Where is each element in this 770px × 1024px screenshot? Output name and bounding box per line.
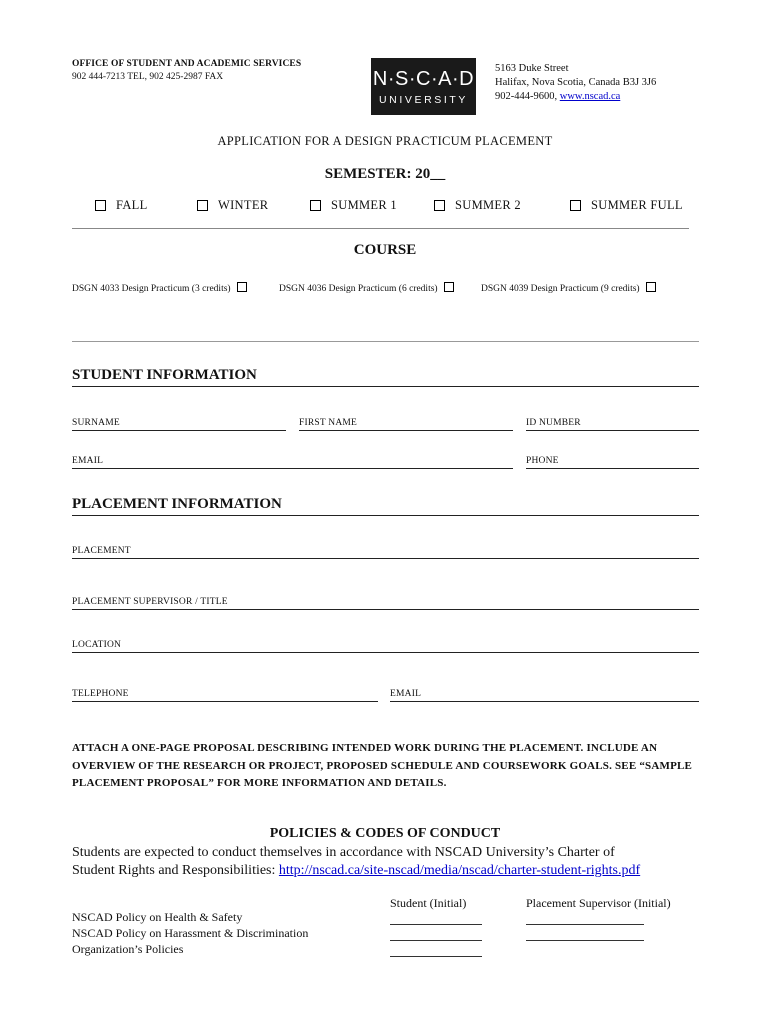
course-option-4033[interactable] bbox=[72, 282, 247, 294]
first-name-label: FIRST NAME bbox=[299, 418, 358, 428]
supervisor-initial-field[interactable] bbox=[526, 924, 644, 925]
placement-field[interactable] bbox=[72, 558, 699, 559]
policies-intro-line1: Students are expected to conduct themselves in accordance with NSCAD University’s Charter of bbox=[72, 845, 615, 860]
address-street: 5163 Duke Street bbox=[495, 63, 569, 74]
surname-label: SURNAME bbox=[72, 418, 120, 428]
supervisor-field[interactable] bbox=[72, 609, 699, 610]
section-rule bbox=[72, 386, 699, 387]
divider bbox=[72, 341, 699, 342]
placement-label: PLACEMENT bbox=[72, 546, 131, 556]
checkbox[interactable] bbox=[434, 200, 445, 211]
policies-intro-text: Student Rights and Responsibilities: bbox=[72, 863, 279, 878]
checkbox[interactable] bbox=[310, 200, 321, 211]
policy-organization: Organization’s Policies bbox=[72, 942, 184, 956]
checkbox[interactable] bbox=[646, 282, 656, 292]
id-number-field[interactable] bbox=[526, 430, 699, 431]
student-initial-field[interactable] bbox=[390, 956, 482, 957]
id-number-label: ID NUMBER bbox=[526, 418, 581, 428]
phone-field[interactable] bbox=[526, 468, 699, 469]
student-initial-field[interactable] bbox=[390, 940, 482, 941]
website-link[interactable]: www.nscad.ca bbox=[559, 91, 621, 102]
semester-option-fall[interactable] bbox=[95, 198, 148, 213]
charter-link[interactable]: http://nscad.ca/site-nscad/media/nscad/charter-student-rights.pdf bbox=[278, 863, 641, 878]
policy-harassment: NSCAD Policy on Harassment & Discrimination bbox=[72, 926, 309, 940]
placement-email-label: EMAIL bbox=[390, 689, 422, 699]
course-option-label: DSGN 4033 Design Practicum (3 credits) bbox=[72, 284, 231, 294]
supervisor-label: PLACEMENT SUPERVISOR / TITLE bbox=[72, 597, 228, 607]
semester-option-winter[interactable] bbox=[197, 198, 268, 213]
course-heading: COURSE bbox=[353, 242, 417, 258]
form-title: APPLICATION FOR A DESIGN PRACTICUM PLACEMENT bbox=[217, 134, 553, 148]
course-option-label: DSGN 4036 Design Practicum (6 credits) bbox=[279, 284, 438, 294]
supervisor-initial-heading: Placement Supervisor (Initial) bbox=[526, 896, 671, 910]
semester-option-summer-full[interactable] bbox=[570, 198, 683, 213]
phone-label: PHONE bbox=[526, 456, 559, 466]
semester-option-label: WINTER bbox=[218, 198, 269, 212]
location-label: LOCATION bbox=[72, 640, 122, 650]
semester-option-summer1[interactable] bbox=[310, 198, 397, 213]
student-info-heading: STUDENT INFORMATION bbox=[72, 367, 257, 383]
office-phone: 902 444-7213 TEL, 902 425-2987 FAX bbox=[72, 72, 224, 82]
policies-heading: POLICIES & CODES OF CONDUCT bbox=[269, 826, 501, 841]
telephone-field[interactable] bbox=[72, 701, 378, 702]
checkbox[interactable] bbox=[444, 282, 454, 292]
placement-info-heading: PLACEMENT INFORMATION bbox=[72, 496, 282, 512]
semester-option-label: FALL bbox=[116, 198, 148, 212]
address-phone: 902-444-9600, bbox=[495, 91, 560, 102]
email-field[interactable] bbox=[72, 468, 513, 469]
supervisor-initial-field[interactable] bbox=[526, 940, 644, 941]
address-contact bbox=[495, 91, 620, 102]
telephone-label: TELEPHONE bbox=[72, 689, 129, 699]
semester-heading: SEMESTER: 20__ bbox=[324, 166, 446, 182]
semester-option-label: SUMMER FULL bbox=[591, 198, 683, 212]
policies-intro bbox=[72, 844, 640, 880]
location-field[interactable] bbox=[72, 652, 699, 653]
proposal-instructions: ATTACH A ONE-PAGE PROPOSAL DESCRIBING INTENDED WORK DURING THE PLACEMENT. INCLUDE AN OVERVIEW OF THE RESEARCH OR PROJECT, PROPOSED SCHEDULE AND COURSEWORK GOALS. SEE “SAMPLE PLACEMENT PROPOSAL” FOR MORE INFORMATION AND DETAILS. bbox=[72, 742, 693, 789]
course-option-4036[interactable] bbox=[279, 282, 454, 294]
placement-email-field[interactable] bbox=[390, 701, 699, 702]
semester-option-label: SUMMER 1 bbox=[331, 198, 397, 212]
email-label: EMAIL bbox=[72, 456, 104, 466]
office-title: OFFICE OF STUDENT AND ACADEMIC SERVICES bbox=[72, 59, 302, 69]
checkbox[interactable] bbox=[570, 200, 581, 211]
course-option-4039[interactable] bbox=[481, 282, 656, 294]
policies-intro-line2 bbox=[72, 862, 640, 880]
student-initial-field[interactable] bbox=[390, 924, 482, 925]
course-option-label: DSGN 4039 Design Practicum (9 credits) bbox=[481, 284, 640, 294]
logo-subtitle: UNIVERSITY bbox=[378, 94, 468, 106]
divider bbox=[72, 228, 689, 229]
surname-field[interactable] bbox=[72, 430, 286, 431]
student-initial-heading: Student (Initial) bbox=[390, 896, 467, 910]
address-city: Halifax, Nova Scotia, Canada B3J 3J6 bbox=[495, 77, 657, 88]
checkbox[interactable] bbox=[237, 282, 247, 292]
semester-option-label: SUMMER 2 bbox=[455, 198, 521, 212]
nscad-logo bbox=[371, 58, 476, 115]
policy-health-safety: NSCAD Policy on Health & Safety bbox=[72, 910, 243, 924]
first-name-field[interactable] bbox=[299, 430, 513, 431]
semester-option-summer2[interactable] bbox=[434, 198, 521, 213]
section-rule bbox=[72, 515, 699, 516]
logo-wordmark: N·S·C·A·D bbox=[372, 68, 475, 90]
checkbox[interactable] bbox=[197, 200, 208, 211]
checkbox[interactable] bbox=[95, 200, 106, 211]
